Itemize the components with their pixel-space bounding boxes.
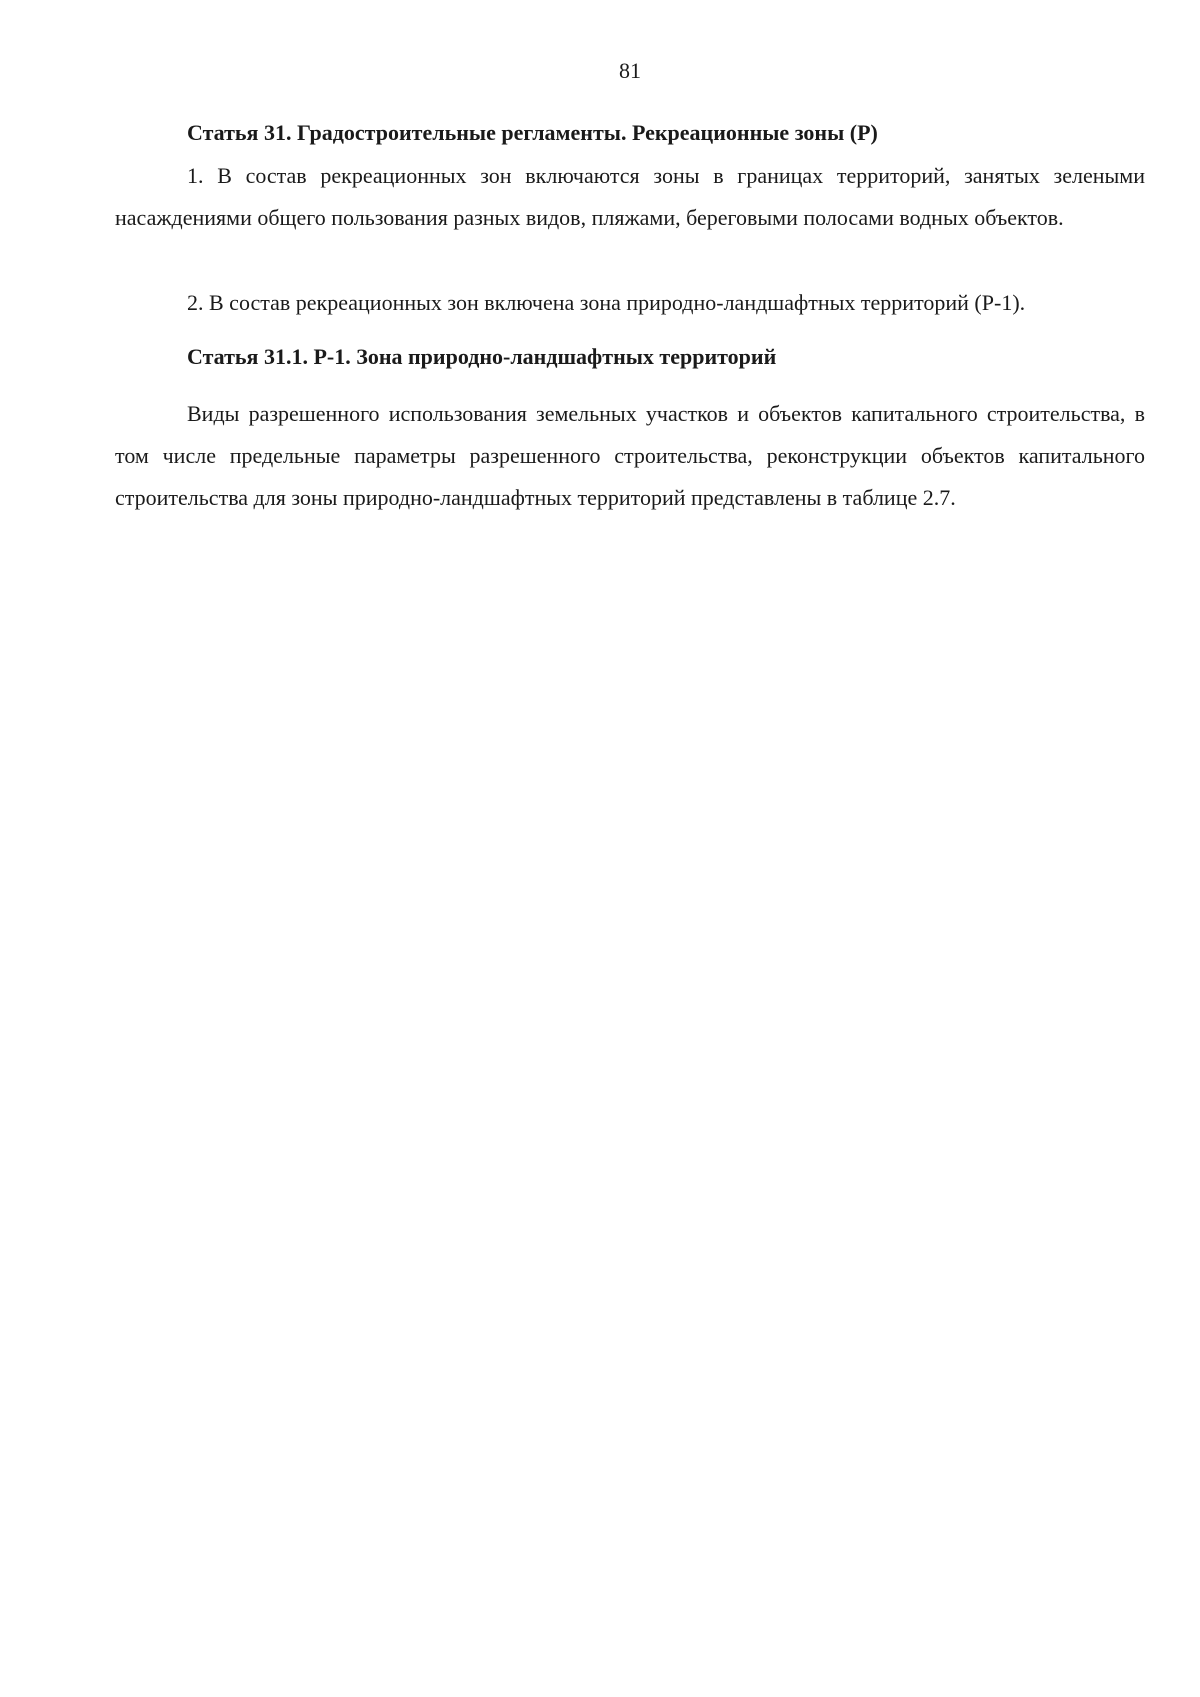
article-31-1-paragraph: Виды разрешенного использования земельных участков и объектов капитального строительства, в том числе предельные параметры разрешенного строительства, реконструкции объектов капитального строительства для зоны природно-ландшафтных территорий представлены в таблице 2.7.	[115, 401, 1145, 510]
article-31-1-heading: Статья 31.1. Р-1. Зона природно-ландшафтных территорий	[187, 344, 777, 369]
document-page	[115, 0, 1145, 1697]
page-number: 81	[619, 58, 641, 83]
article-31-heading: Статья 31. Градостроительные регламенты. Рекреационные зоны (Р)	[187, 120, 878, 145]
article-31-paragraph-1: 1. В состав рекреационных зон включаются зоны в границах территорий, занятых зелеными насаждениями общего пользования разных видов, пляжами, береговыми полосами водных объектов.	[115, 163, 1145, 230]
article-31-paragraph-2: 2. В состав рекреационных зон включена зона природно-ландшафтных территорий (Р-1).	[187, 290, 1026, 315]
